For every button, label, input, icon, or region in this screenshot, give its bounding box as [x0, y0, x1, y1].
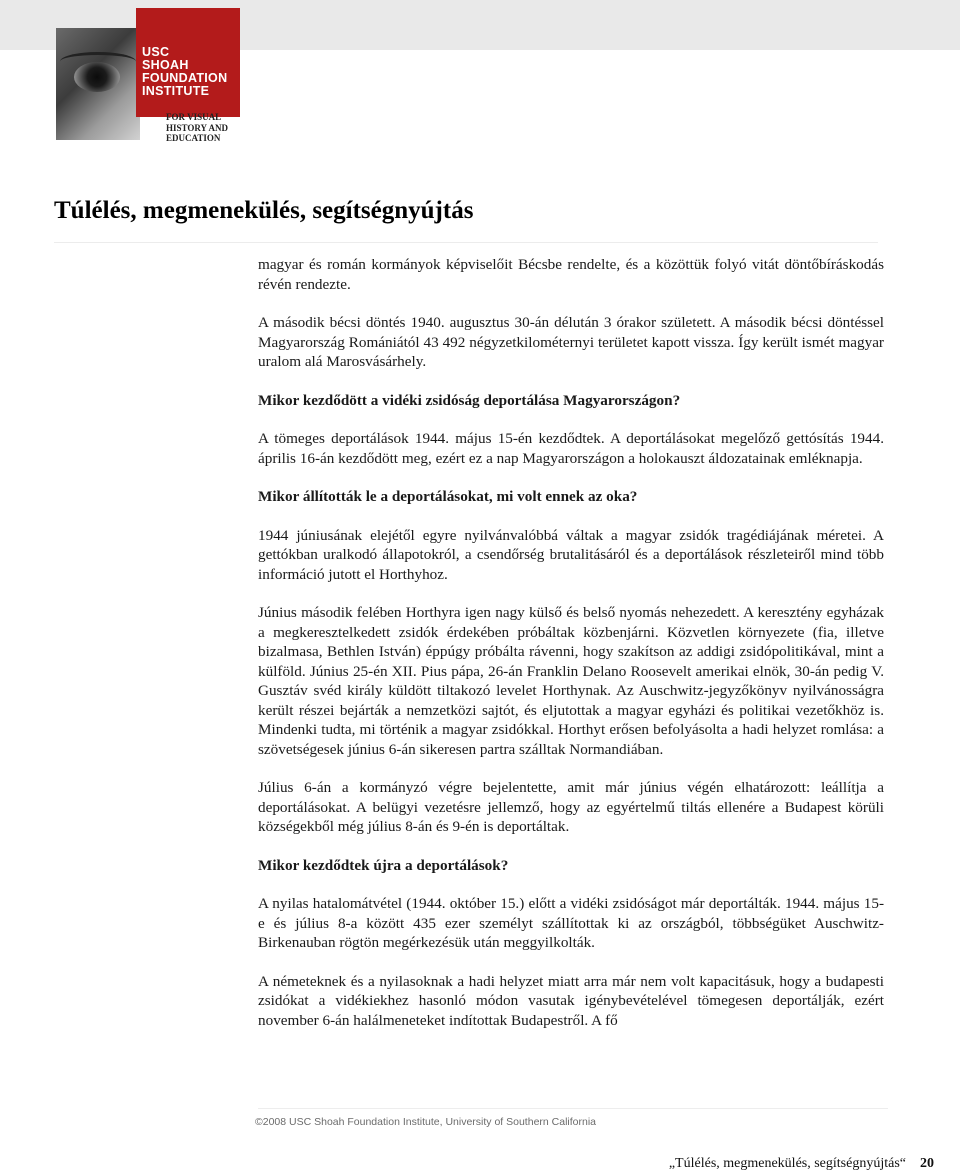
- body-paragraph: A második bécsi döntés 1940. augusztus 30-án délután 3 órakor született. A második bécsi döntéssel Magyarország Romániától 43 492 négyzetkilométernyi területet kapott vissza. Így került ismét magyar uralom alá Marosvásárhely.: [258, 314, 884, 370]
- page-number: 20: [920, 1156, 934, 1171]
- body-paragraph: Július 6-án a kormányzó végre bejelentette, amit már június végén elhatározott: leállítja a deportálásokat. A belügyi vezetésre jellemző, hogy az egyértelmű tiltás ellenére a Budapest körüli községekből még július 8-án és 9-én is deportáltak.: [258, 779, 884, 835]
- section-heading: Mikor állították le a deportálásokat, mi volt ennek az oka?: [258, 488, 638, 505]
- logo-red-block: [136, 8, 240, 117]
- logo-line: INSTITUTE: [142, 84, 210, 98]
- logo-line: SHOAH: [142, 58, 189, 72]
- body-paragraph: magyar és román kormányok képviselőit Bécsbe rendelte, és a közöttük folyó vitát döntőbíráskodás révén rendezte.: [258, 256, 884, 293]
- logo-sub-line: FOR VISUAL: [166, 112, 222, 122]
- running-footer: [669, 1156, 934, 1172]
- body-paragraph: A nyilas hatalomátvétel (1944. október 15.) előtt a vidéki zsidóságot már deportálták. 1944. május 15-e és július 8-a között 435 ezer személyt szállítottak ki az országból, többségüket Auschwitz-Birkenauban rögtön megérkezésük után meggyilkolták.: [258, 895, 884, 951]
- usc-shoah-logo: [56, 8, 240, 153]
- copyright-notice: ©2008 USC Shoah Foundation Institute, University of Southern California: [255, 1116, 597, 1128]
- section-heading: Mikor kezdődtek újra a deportálások?: [258, 856, 509, 874]
- logo-subtitle: [166, 112, 228, 144]
- body-paragraph: 1944 júniusának elejétől egyre nyilvánvalóbbá váltak a magyar zsidók tragédiájának méretei. A gettókban uralkodó állapotokról, a csendőrség brutalitásáról és a deportálások részleteiről mind több információ jutott el Horthyhoz.: [258, 526, 884, 583]
- eye-photo: [56, 28, 140, 140]
- body-paragraph: A tömeges deportálások 1944. május 15-én kezdődtek. A deportálásokat megelőző gettósítás 1944. április 16-án kezdődött meg, ezért ez a nap Magyarországon a holokauszt áldozatainak emléknapja.: [258, 430, 884, 467]
- title-divider: [54, 242, 878, 243]
- logo-line: FOUNDATION: [142, 71, 228, 85]
- logo-sub-line: HISTORY AND: [166, 122, 228, 133]
- logo-line: USC: [142, 45, 170, 59]
- section-heading: Mikor kezdődött a vidéki zsidóság deportálása Magyarországon?: [258, 391, 681, 409]
- body-paragraph: A németeknek és a nyilasoknak a hadi helyzet miatt arra már nem volt kapacitásuk, hogy a budapesti zsidókat a vidékiekhez hasonló módon vasutak igénybevételével tömegesen deportálják, ezért november 6-án halálmeneteket indítottak Budapestről. A fő: [258, 972, 884, 1029]
- footer-divider: [258, 1108, 888, 1109]
- body-content: [258, 255, 884, 1049]
- logo-sub-line: EDUCATION: [166, 133, 221, 143]
- page-title: Túlélés, megmenekülés, segítségnyújtás: [54, 197, 474, 224]
- running-title: „Túlélés, megmenekülés, segítségnyújtás“: [668, 1156, 906, 1171]
- body-paragraph: Június második felében Horthyra igen nagy külső és belső nyomás nehezedett. A keresztény egyházak a megkeresztelkedett zsidók érdekében próbáltak közbenjárni. Közvetlen környezete (fia, illetve bizalmasa, Bethlen István) éppúgy próbálta rávenni, hogy szakítson az addigi zsidópolitikával, mint a külföld. Június 25-én XII. Pius pápa, 26-án Franklin Delano Roosevelt amerikai elnök, 30-án pedig V. Gusztáv svéd király küldött tiltakozó levelet Horthynak. Az Auschwitz-jegyzőkönyv nyilvánosságra került részei bejárták a nemzetközi sajtót, és eljutottak a magyar egyházi és politikai vezetőkhöz is. Mindenki tudta, mi történik a magyar zsidókkal. Horthyt erősen befolyásolta a hadi helyzet romlása: a szövetségesek június 6-án sikeresen partra szálltak Normandiában.: [258, 604, 884, 758]
